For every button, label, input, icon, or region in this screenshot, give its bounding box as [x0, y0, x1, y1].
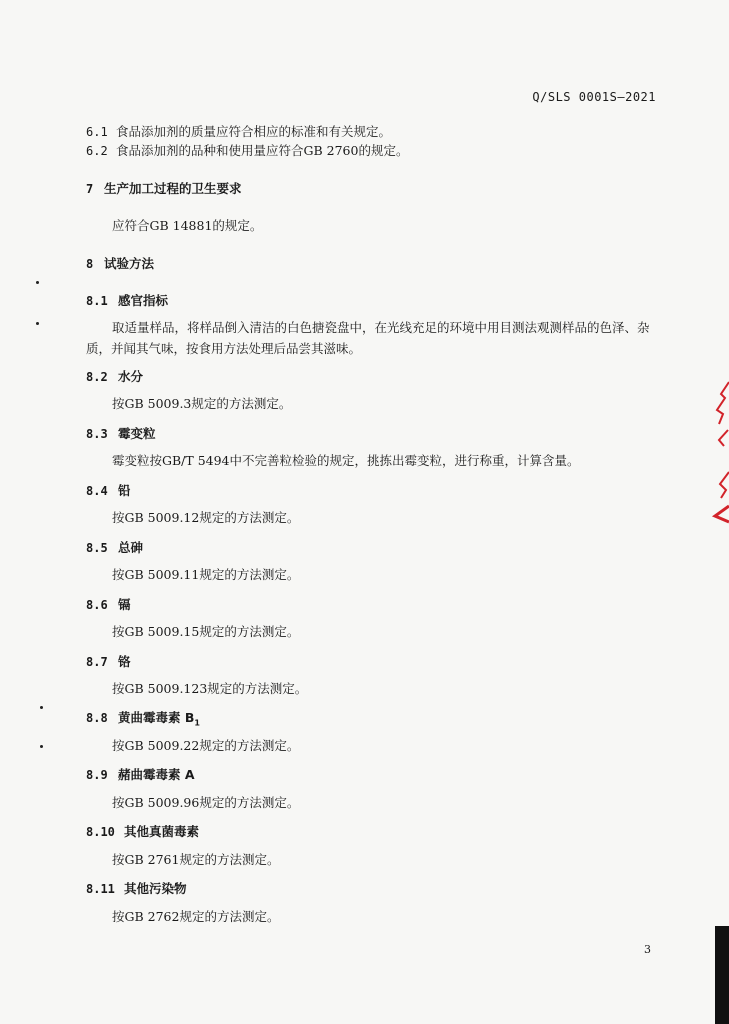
subsection-8-2-heading	[86, 369, 143, 385]
clause-6-2	[86, 143, 408, 159]
subsection-8-3-heading	[86, 426, 156, 442]
stamp-edge-mark	[711, 380, 729, 530]
subsection-number: 8.2	[86, 370, 108, 384]
subsection-title: 铬	[118, 654, 131, 669]
section-7-heading	[86, 181, 242, 197]
clause-6-1	[86, 124, 391, 140]
subsection-8-1-body-line-2: 质，并闻其气味，按食用方法处理后品尝其滋味。	[86, 341, 362, 356]
scan-dot	[40, 706, 43, 709]
subsection-8-6-body: 按GB 5009.15规定的方法测定。	[112, 624, 300, 639]
subsection-title: 黄曲霉毒素 B	[118, 710, 195, 725]
section-8-heading	[86, 256, 154, 272]
subsection-title: 水分	[118, 369, 144, 384]
subsection-8-11-body: 按GB 2762规定的方法测定。	[112, 909, 280, 924]
subsection-8-7-body: 按GB 5009.123规定的方法测定。	[112, 681, 308, 696]
subsection-number: 8.6	[86, 598, 108, 612]
subsection-title: 铅	[118, 483, 131, 498]
subsection-title-subscript: 1	[194, 718, 200, 728]
subsection-number: 8.11	[86, 882, 115, 896]
scan-dot	[36, 281, 39, 284]
subsection-title: 其他污染物	[124, 881, 187, 896]
subsection-title: 总砷	[118, 540, 144, 555]
subsection-8-7-heading	[86, 654, 131, 670]
subsection-number: 8.9	[86, 768, 108, 782]
subsection-8-8-heading	[86, 710, 200, 732]
scan-dot	[36, 322, 39, 325]
scan-dot	[40, 745, 43, 748]
subsection-8-6-heading	[86, 597, 131, 613]
subsection-8-3-body: 霉变粒按GB/T 5494中不完善粒检验的规定，挑拣出霉变粒，进行称重，计算含量。	[112, 453, 580, 468]
scan-edge-bar	[715, 926, 729, 1024]
subsection-8-1-heading	[86, 293, 168, 309]
subsection-8-11-heading	[86, 881, 187, 897]
subsection-8-2-body: 按GB 5009.3规定的方法测定。	[112, 396, 292, 411]
subsection-number: 8.7	[86, 655, 108, 669]
subsection-number: 8.8	[86, 711, 108, 725]
subsection-8-8-body: 按GB 5009.22规定的方法测定。	[112, 738, 300, 753]
clause-number: 6.1	[86, 125, 108, 139]
subsection-8-9-heading	[86, 767, 195, 783]
subsection-title: 霉变粒	[118, 426, 156, 441]
subsection-title: 镉	[118, 597, 131, 612]
section-number: 8	[86, 257, 94, 271]
section-title: 生产加工过程的卫生要求	[104, 181, 242, 196]
subsection-number: 8.10	[86, 825, 115, 839]
subsection-title: 赭曲霉毒素 A	[118, 767, 195, 782]
subsection-number: 8.1	[86, 294, 108, 308]
subsection-8-4-heading	[86, 483, 131, 499]
subsection-8-4-body: 按GB 5009.12规定的方法测定。	[112, 510, 300, 525]
subsection-title: 感官指标	[118, 293, 169, 308]
subsection-8-10-body: 按GB 2761规定的方法测定。	[112, 852, 280, 867]
subsection-number: 8.3	[86, 427, 108, 441]
clause-number: 6.2	[86, 144, 108, 158]
subsection-8-5-body: 按GB 5009.11规定的方法测定。	[112, 567, 300, 582]
page-number: 3	[644, 943, 651, 956]
clause-text: 食品添加剂的质量应符合相应的标准和有关规定。	[116, 124, 392, 139]
section-number: 7	[86, 182, 94, 196]
subsection-8-5-heading	[86, 540, 143, 556]
clause-text: 食品添加剂的品种和使用量应符合GB 2760的规定。	[116, 143, 409, 158]
section-title: 试验方法	[104, 256, 155, 271]
subsection-number: 8.5	[86, 541, 108, 555]
document-code: Q/SLS 0001S—2021	[532, 90, 656, 104]
subsection-8-10-heading	[86, 824, 199, 840]
subsection-number: 8.4	[86, 484, 108, 498]
section-7-body: 应符合GB 14881的规定。	[112, 218, 263, 233]
subsection-title: 其他真菌毒素	[124, 824, 200, 839]
subsection-8-9-body: 按GB 5009.96规定的方法测定。	[112, 795, 300, 810]
subsection-8-1-body-line-1: 取适量样品，将样品倒入清洁的白色搪瓷盘中，在光线充足的环境中用目测法观测样品的色泽、杂	[112, 320, 650, 335]
